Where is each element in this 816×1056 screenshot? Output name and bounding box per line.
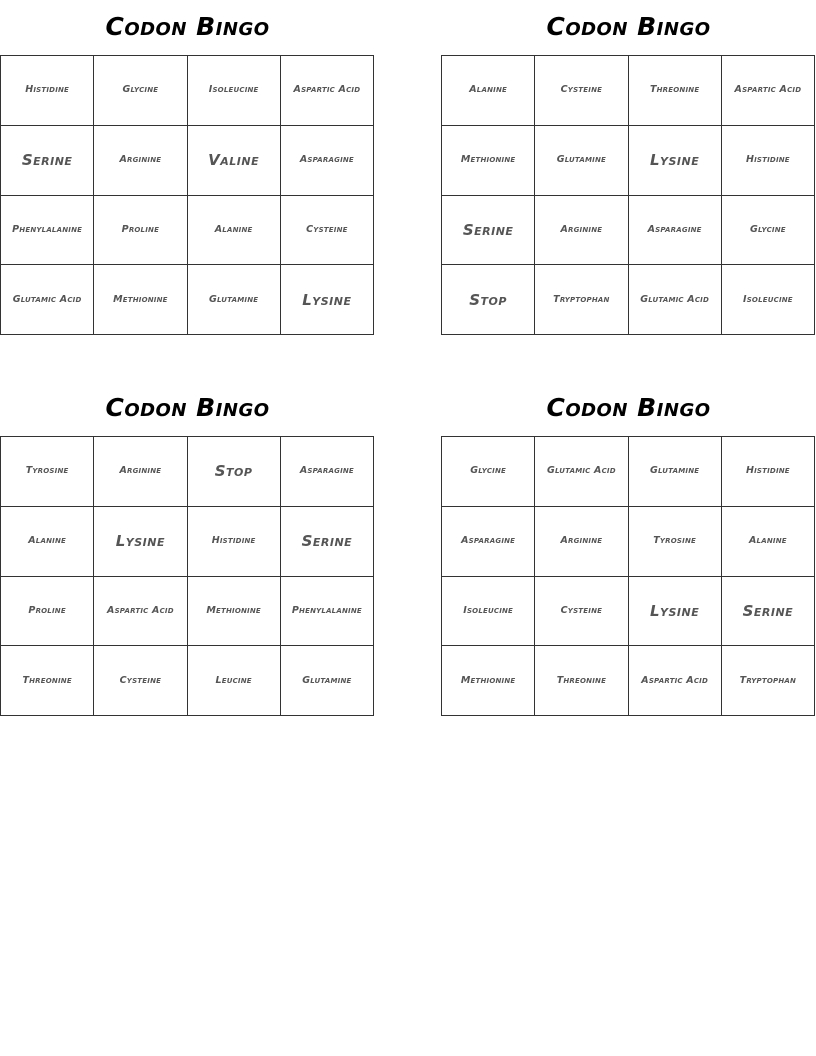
card-title: Codon Bingo <box>105 12 270 41</box>
bingo-cell: Threonine <box>629 56 722 126</box>
bingo-cell: Aspartic Acid <box>281 56 374 126</box>
bingo-cell: Glutamic Acid <box>629 265 722 335</box>
bingo-cell: Tryptophan <box>535 265 628 335</box>
bingo-cell: Lysine <box>281 265 374 335</box>
bingo-cell: Aspartic Acid <box>629 646 722 716</box>
bingo-cell: Lysine <box>629 577 722 647</box>
bingo-cell: Alanine <box>722 507 815 577</box>
bingo-cell: Methionine <box>94 265 187 335</box>
bingo-cell: Aspartic Acid <box>722 56 815 126</box>
bingo-cell: Histidine <box>1 56 94 126</box>
bingo-cell: Tryptophan <box>722 646 815 716</box>
bingo-cell: Phenylalanine <box>281 577 374 647</box>
bingo-cell: Glutamine <box>188 265 281 335</box>
bingo-grid <box>0 55 374 335</box>
bingo-cell: Lysine <box>94 507 187 577</box>
bingo-cell: Tyrosine <box>629 507 722 577</box>
bingo-cell: Glutamic Acid <box>535 437 628 507</box>
card-title: Codon Bingo <box>105 393 270 422</box>
bingo-cell: Cysteine <box>535 577 628 647</box>
bingo-grid <box>441 436 815 716</box>
bingo-cell: Glycine <box>722 196 815 266</box>
bingo-cell: Leucine <box>188 646 281 716</box>
bingo-cell: Histidine <box>722 437 815 507</box>
bingo-cell: Asparagine <box>281 437 374 507</box>
bingo-cell: Alanine <box>1 507 94 577</box>
bingo-cell: Histidine <box>722 126 815 196</box>
bingo-cell: Methionine <box>442 646 535 716</box>
bingo-cell: Isoleucine <box>442 577 535 647</box>
bingo-cell: Proline <box>94 196 187 266</box>
bingo-cell: Threonine <box>535 646 628 716</box>
bingo-cell: Isoleucine <box>722 265 815 335</box>
bingo-cell: Cysteine <box>535 56 628 126</box>
bingo-cell: Glutamic Acid <box>1 265 94 335</box>
bingo-cell: Serine <box>281 507 374 577</box>
bingo-cell: Serine <box>722 577 815 647</box>
bingo-cell: Serine <box>442 196 535 266</box>
card-title: Codon Bingo <box>546 12 711 41</box>
bingo-cell: Methionine <box>442 126 535 196</box>
bingo-cell: Cysteine <box>94 646 187 716</box>
bingo-cell: Cysteine <box>281 196 374 266</box>
bingo-cell: Arginine <box>94 126 187 196</box>
bingo-cell: Isoleucine <box>188 56 281 126</box>
bingo-cell: Histidine <box>188 507 281 577</box>
bingo-cell: Methionine <box>188 577 281 647</box>
bingo-cell: Asparagine <box>442 507 535 577</box>
bingo-cell: Glycine <box>94 56 187 126</box>
bingo-cell: Serine <box>1 126 94 196</box>
bingo-cell: Valine <box>188 126 281 196</box>
bingo-cell: Stop <box>188 437 281 507</box>
bingo-cell: Phenylalanine <box>1 196 94 266</box>
bingo-cell: Threonine <box>1 646 94 716</box>
bingo-cell: Arginine <box>94 437 187 507</box>
bingo-cell: Alanine <box>442 56 535 126</box>
bingo-cell: Arginine <box>535 507 628 577</box>
bingo-cell: Glycine <box>442 437 535 507</box>
bingo-cell: Aspartic Acid <box>94 577 187 647</box>
bingo-cell: Lysine <box>629 126 722 196</box>
bingo-cell: Glutamine <box>281 646 374 716</box>
card-title: Codon Bingo <box>546 393 711 422</box>
bingo-grid <box>0 436 374 716</box>
bingo-cell: Arginine <box>535 196 628 266</box>
bingo-cell: Asparagine <box>281 126 374 196</box>
bingo-cell: Stop <box>442 265 535 335</box>
bingo-grid <box>441 55 815 335</box>
bingo-cell: Tyrosine <box>1 437 94 507</box>
bingo-cell: Alanine <box>188 196 281 266</box>
bingo-cell: Glutamine <box>629 437 722 507</box>
bingo-cell: Glutamine <box>535 126 628 196</box>
bingo-cell: Asparagine <box>629 196 722 266</box>
bingo-cell: Proline <box>1 577 94 647</box>
